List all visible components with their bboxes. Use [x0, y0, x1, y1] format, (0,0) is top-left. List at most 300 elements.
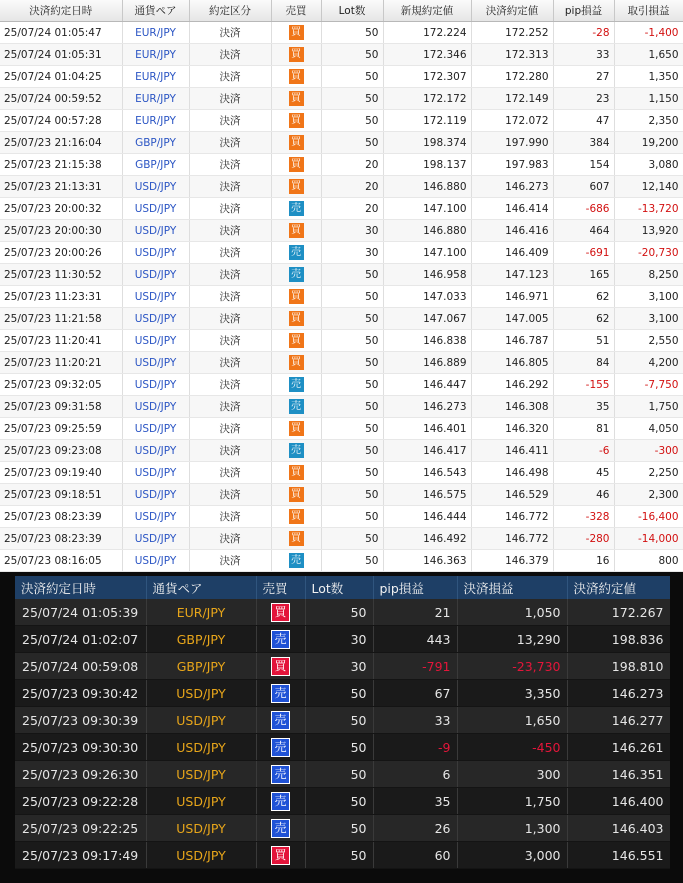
sell-badge: 売 — [271, 684, 290, 703]
lot-count: 50 — [321, 286, 383, 308]
execution-type: 決済 — [189, 484, 271, 506]
side-cell — [271, 308, 321, 330]
settled-trades-table-dark — [15, 576, 671, 869]
table-row[interactable] — [0, 484, 683, 506]
table-row[interactable] — [0, 220, 683, 242]
pip-pnl: 165 — [553, 264, 614, 286]
side-cell — [271, 440, 321, 462]
open-rate: 146.401 — [383, 418, 471, 440]
side-cell — [271, 22, 321, 44]
buy-badge: 買 — [289, 69, 304, 84]
column-header-pair[interactable]: 通貨ペア — [122, 0, 189, 22]
execution-type: 決済 — [189, 220, 271, 242]
column-header-pnl[interactable]: 取引損益 — [614, 0, 683, 22]
trade-datetime: 25/07/23 21:16:04 — [0, 132, 122, 154]
close-rate: 147.123 — [471, 264, 553, 286]
currency-pair: USD/JPY — [122, 176, 189, 198]
lot-count: 50 — [321, 462, 383, 484]
open-rate: 172.119 — [383, 110, 471, 132]
close-rate: 146.772 — [471, 528, 553, 550]
table-row[interactable] — [0, 88, 683, 110]
side-cell — [256, 842, 305, 869]
trade-datetime: 25/07/23 09:30:30 — [15, 734, 146, 761]
currency-pair: USD/JPY — [122, 396, 189, 418]
sell-badge: 売 — [271, 792, 290, 811]
buy-badge: 買 — [271, 657, 290, 676]
lot-count: 50 — [321, 528, 383, 550]
close-rate: 147.005 — [471, 308, 553, 330]
close-rate: 198.810 — [567, 653, 670, 680]
pip-pnl: -691 — [553, 242, 614, 264]
settlement-pnl: 1,050 — [457, 599, 567, 626]
pip-pnl: 62 — [553, 286, 614, 308]
trade-datetime: 25/07/24 01:04:25 — [0, 66, 122, 88]
currency-pair: USD/JPY — [122, 352, 189, 374]
currency-pair: EUR/JPY — [146, 599, 256, 626]
side-cell — [271, 506, 321, 528]
close-rate: 146.551 — [567, 842, 670, 869]
currency-pair: USD/JPY — [146, 707, 256, 734]
table-row[interactable] — [0, 506, 683, 528]
close-rate: 146.308 — [471, 396, 553, 418]
close-rate: 146.351 — [567, 761, 670, 788]
execution-type: 決済 — [189, 286, 271, 308]
settled-trades-panel-dark — [0, 572, 683, 883]
buy-badge: 買 — [289, 289, 304, 304]
open-rate: 146.417 — [383, 440, 471, 462]
currency-pair: USD/JPY — [122, 220, 189, 242]
trade-datetime: 25/07/23 09:22:25 — [15, 815, 146, 842]
lot-count: 50 — [321, 418, 383, 440]
table-row[interactable] — [0, 418, 683, 440]
execution-type: 決済 — [189, 242, 271, 264]
settlement-pnl: 1,300 — [457, 815, 567, 842]
buy-badge: 買 — [289, 25, 304, 40]
table-row[interactable] — [0, 66, 683, 88]
sell-badge: 売 — [271, 819, 290, 838]
lot-count: 50 — [305, 788, 373, 815]
side-cell — [271, 66, 321, 88]
close-rate: 146.498 — [471, 462, 553, 484]
trade-pnl: 12,140 — [614, 176, 683, 198]
close-rate: 172.149 — [471, 88, 553, 110]
pip-pnl: 23 — [553, 88, 614, 110]
lot-count: 50 — [321, 110, 383, 132]
settlement-pnl: 1,650 — [457, 707, 567, 734]
pip-pnl: 45 — [553, 462, 614, 484]
column-header-lots[interactable]: Lot数 — [321, 0, 383, 22]
pip-pnl: 6 — [373, 761, 457, 788]
table-header-row — [15, 576, 670, 599]
lot-count: 50 — [305, 815, 373, 842]
trade-datetime: 25/07/23 11:20:41 — [0, 330, 122, 352]
close-rate: 146.971 — [471, 286, 553, 308]
lot-count: 50 — [321, 132, 383, 154]
trade-pnl: 19,200 — [614, 132, 683, 154]
side-cell — [271, 44, 321, 66]
sell-badge: 売 — [289, 443, 304, 458]
pip-pnl: 607 — [553, 176, 614, 198]
trade-datetime: 25/07/23 09:26:30 — [15, 761, 146, 788]
trade-pnl: 2,300 — [614, 484, 683, 506]
buy-badge: 買 — [289, 223, 304, 238]
currency-pair: USD/JPY — [122, 550, 189, 572]
column-header-pnl[interactable]: 決済損益 — [457, 576, 567, 599]
side-cell — [271, 528, 321, 550]
pip-pnl: 443 — [373, 626, 457, 653]
side-cell — [271, 396, 321, 418]
close-rate: 146.416 — [471, 220, 553, 242]
lot-count: 20 — [321, 154, 383, 176]
close-rate: 146.273 — [567, 680, 670, 707]
trade-pnl: 3,100 — [614, 308, 683, 330]
trade-pnl: -14,000 — [614, 528, 683, 550]
open-rate: 146.273 — [383, 396, 471, 418]
execution-type: 決済 — [189, 330, 271, 352]
table-row[interactable] — [0, 396, 683, 418]
currency-pair: USD/JPY — [146, 788, 256, 815]
trade-datetime: 25/07/23 09:30:42 — [15, 680, 146, 707]
pip-pnl: -155 — [553, 374, 614, 396]
open-rate: 146.889 — [383, 352, 471, 374]
open-rate: 146.363 — [383, 550, 471, 572]
trade-pnl: 1,650 — [614, 44, 683, 66]
table-row[interactable] — [0, 528, 683, 550]
currency-pair: USD/JPY — [122, 286, 189, 308]
close-rate: 172.280 — [471, 66, 553, 88]
trade-datetime: 25/07/23 08:16:05 — [0, 550, 122, 572]
trade-pnl: -13,720 — [614, 198, 683, 220]
lot-count: 50 — [305, 599, 373, 626]
pip-pnl: -686 — [553, 198, 614, 220]
close-rate: 172.313 — [471, 44, 553, 66]
trade-datetime: 25/07/23 09:32:05 — [0, 374, 122, 396]
currency-pair: EUR/JPY — [122, 88, 189, 110]
execution-type: 決済 — [189, 132, 271, 154]
currency-pair: EUR/JPY — [122, 66, 189, 88]
currency-pair: USD/JPY — [122, 198, 189, 220]
trade-datetime: 25/07/23 11:21:58 — [0, 308, 122, 330]
trade-datetime: 25/07/23 08:23:39 — [0, 528, 122, 550]
column-header-pips[interactable]: pip損益 — [373, 576, 457, 599]
table-row[interactable] — [0, 308, 683, 330]
lot-count: 50 — [321, 484, 383, 506]
trade-pnl: 1,150 — [614, 88, 683, 110]
scrollbar[interactable] — [670, 572, 683, 883]
table-row[interactable] — [15, 680, 670, 707]
buy-badge: 買 — [289, 355, 304, 370]
settlement-pnl: 300 — [457, 761, 567, 788]
currency-pair: EUR/JPY — [122, 22, 189, 44]
pip-pnl: 46 — [553, 484, 614, 506]
column-header-close-rate[interactable]: 決済約定値 — [471, 0, 553, 22]
currency-pair: USD/JPY — [122, 528, 189, 550]
table-row[interactable] — [15, 626, 670, 653]
open-rate: 146.958 — [383, 264, 471, 286]
trade-pnl: 1,350 — [614, 66, 683, 88]
trade-datetime: 25/07/24 01:05:39 — [15, 599, 146, 626]
pip-pnl: 81 — [553, 418, 614, 440]
pip-pnl: 384 — [553, 132, 614, 154]
trade-datetime: 25/07/24 00:59:52 — [0, 88, 122, 110]
currency-pair: USD/JPY — [122, 506, 189, 528]
settlement-pnl: 3,000 — [457, 842, 567, 869]
pip-pnl: 67 — [373, 680, 457, 707]
table-row[interactable] — [0, 286, 683, 308]
table-row[interactable] — [0, 154, 683, 176]
trade-pnl: 4,050 — [614, 418, 683, 440]
lot-count: 50 — [321, 506, 383, 528]
sell-badge: 売 — [289, 267, 304, 282]
side-cell — [256, 707, 305, 734]
trade-pnl: 2,350 — [614, 110, 683, 132]
trade-pnl: 4,200 — [614, 352, 683, 374]
pip-pnl: 47 — [553, 110, 614, 132]
pip-pnl: -328 — [553, 506, 614, 528]
lot-count: 30 — [305, 626, 373, 653]
trade-datetime: 25/07/23 11:30:52 — [0, 264, 122, 286]
trade-datetime: 25/07/23 21:15:38 — [0, 154, 122, 176]
trade-pnl: -16,400 — [614, 506, 683, 528]
close-rate: 172.267 — [567, 599, 670, 626]
side-cell — [271, 286, 321, 308]
side-cell — [256, 761, 305, 788]
trade-datetime: 25/07/23 09:18:51 — [0, 484, 122, 506]
table-row[interactable] — [15, 599, 670, 626]
lot-count: 50 — [321, 374, 383, 396]
currency-pair: USD/JPY — [146, 761, 256, 788]
sell-badge: 売 — [289, 377, 304, 392]
trade-datetime: 25/07/23 09:22:28 — [15, 788, 146, 815]
table-row[interactable] — [0, 110, 683, 132]
lot-count: 50 — [321, 22, 383, 44]
table-row[interactable] — [15, 653, 670, 680]
side-cell — [256, 734, 305, 761]
lot-count: 50 — [305, 842, 373, 869]
table-row[interactable] — [0, 374, 683, 396]
table-row[interactable] — [0, 550, 683, 572]
currency-pair: GBP/JPY — [146, 626, 256, 653]
currency-pair: USD/JPY — [122, 308, 189, 330]
execution-type: 決済 — [189, 396, 271, 418]
trade-datetime: 25/07/23 11:20:21 — [0, 352, 122, 374]
close-rate: 146.409 — [471, 242, 553, 264]
side-cell — [271, 154, 321, 176]
pip-pnl: -9 — [373, 734, 457, 761]
trade-pnl: -20,730 — [614, 242, 683, 264]
lot-count: 50 — [321, 440, 383, 462]
lot-count: 50 — [321, 352, 383, 374]
trade-pnl: 3,100 — [614, 286, 683, 308]
execution-type: 決済 — [189, 440, 271, 462]
lot-count: 50 — [321, 550, 383, 572]
buy-badge: 買 — [289, 421, 304, 436]
side-cell — [271, 462, 321, 484]
close-rate: 146.414 — [471, 198, 553, 220]
close-rate: 146.379 — [471, 550, 553, 572]
column-header-pair[interactable]: 通貨ペア — [146, 576, 256, 599]
trade-pnl: -300 — [614, 440, 683, 462]
table-row[interactable] — [0, 440, 683, 462]
pip-pnl: 60 — [373, 842, 457, 869]
buy-badge: 買 — [289, 135, 304, 150]
pip-pnl: 16 — [553, 550, 614, 572]
side-cell — [256, 788, 305, 815]
trade-datetime: 25/07/23 09:23:08 — [0, 440, 122, 462]
open-rate: 146.575 — [383, 484, 471, 506]
currency-pair: EUR/JPY — [122, 110, 189, 132]
close-rate: 146.273 — [471, 176, 553, 198]
lot-count: 30 — [305, 653, 373, 680]
close-rate: 198.836 — [567, 626, 670, 653]
table-row[interactable] — [0, 462, 683, 484]
settlement-pnl: 13,290 — [457, 626, 567, 653]
side-cell — [271, 110, 321, 132]
trade-pnl: -1,400 — [614, 22, 683, 44]
table-row[interactable] — [15, 815, 670, 842]
open-rate: 146.880 — [383, 220, 471, 242]
pip-pnl: -6 — [553, 440, 614, 462]
close-rate: 146.277 — [567, 707, 670, 734]
execution-type: 決済 — [189, 506, 271, 528]
table-row[interactable] — [0, 44, 683, 66]
execution-type: 決済 — [189, 66, 271, 88]
column-header-lots[interactable]: Lot数 — [305, 576, 373, 599]
close-rate: 146.787 — [471, 330, 553, 352]
pip-pnl: 51 — [553, 330, 614, 352]
open-rate: 172.224 — [383, 22, 471, 44]
side-cell — [271, 88, 321, 110]
column-header-pips[interactable]: pip損益 — [553, 0, 614, 22]
column-header-close-rate[interactable]: 決済約定値 — [567, 576, 670, 599]
pip-pnl: 62 — [553, 308, 614, 330]
table-row[interactable] — [0, 352, 683, 374]
lot-count: 50 — [321, 330, 383, 352]
lot-count: 20 — [321, 176, 383, 198]
side-cell — [271, 176, 321, 198]
sell-badge: 売 — [271, 765, 290, 784]
side-cell — [271, 330, 321, 352]
side-cell — [271, 198, 321, 220]
pip-pnl: 35 — [373, 788, 457, 815]
lot-count: 50 — [321, 264, 383, 286]
currency-pair: USD/JPY — [122, 462, 189, 484]
sell-badge: 売 — [289, 201, 304, 216]
open-rate: 146.444 — [383, 506, 471, 528]
pip-pnl: 464 — [553, 220, 614, 242]
trade-datetime: 25/07/24 00:59:08 — [15, 653, 146, 680]
execution-type: 決済 — [189, 462, 271, 484]
table-row[interactable] — [0, 22, 683, 44]
close-rate: 146.261 — [567, 734, 670, 761]
table-row[interactable] — [15, 761, 670, 788]
table-header-row — [0, 0, 683, 22]
execution-type: 決済 — [189, 418, 271, 440]
execution-type: 決済 — [189, 528, 271, 550]
sell-badge: 売 — [289, 553, 304, 568]
currency-pair: USD/JPY — [122, 242, 189, 264]
side-cell — [256, 599, 305, 626]
close-rate: 172.252 — [471, 22, 553, 44]
execution-type: 決済 — [189, 110, 271, 132]
execution-type: 決済 — [189, 264, 271, 286]
side-cell — [271, 550, 321, 572]
table-row[interactable] — [15, 707, 670, 734]
settlement-pnl: -450 — [457, 734, 567, 761]
trade-pnl: 3,080 — [614, 154, 683, 176]
column-header-kind[interactable]: 約定区分 — [189, 0, 271, 22]
close-rate: 146.320 — [471, 418, 553, 440]
sell-badge: 売 — [271, 738, 290, 757]
table-row[interactable] — [0, 198, 683, 220]
lot-count: 30 — [321, 242, 383, 264]
trade-pnl: 8,250 — [614, 264, 683, 286]
side-cell — [256, 626, 305, 653]
table-row[interactable] — [0, 132, 683, 154]
pip-pnl: 84 — [553, 352, 614, 374]
table-row[interactable] — [15, 842, 670, 869]
pip-pnl: 26 — [373, 815, 457, 842]
close-rate: 146.772 — [471, 506, 553, 528]
pip-pnl: -28 — [553, 22, 614, 44]
currency-pair: USD/JPY — [146, 680, 256, 707]
trade-datetime: 25/07/23 20:00:32 — [0, 198, 122, 220]
buy-badge: 買 — [289, 333, 304, 348]
lot-count: 50 — [321, 396, 383, 418]
table-row[interactable] — [0, 264, 683, 286]
pip-pnl: 27 — [553, 66, 614, 88]
trade-datetime: 25/07/23 08:23:39 — [0, 506, 122, 528]
side-cell — [271, 352, 321, 374]
column-header-open-rate[interactable]: 新規約定値 — [383, 0, 471, 22]
side-cell — [256, 680, 305, 707]
trade-datetime: 25/07/23 21:13:31 — [0, 176, 122, 198]
close-rate: 146.529 — [471, 484, 553, 506]
currency-pair: USD/JPY — [122, 440, 189, 462]
execution-type: 決済 — [189, 44, 271, 66]
open-rate: 172.172 — [383, 88, 471, 110]
lot-count: 50 — [305, 680, 373, 707]
trade-datetime: 25/07/23 09:30:39 — [15, 707, 146, 734]
pip-pnl: 21 — [373, 599, 457, 626]
buy-badge: 買 — [289, 113, 304, 128]
currency-pair: USD/JPY — [122, 374, 189, 396]
execution-type: 決済 — [189, 374, 271, 396]
close-rate: 197.983 — [471, 154, 553, 176]
column-header-side[interactable]: 売買 — [271, 0, 321, 22]
currency-pair: USD/JPY — [146, 815, 256, 842]
table-row[interactable] — [0, 242, 683, 264]
execution-type: 決済 — [189, 88, 271, 110]
table-row[interactable] — [15, 788, 670, 815]
settlement-pnl: 3,350 — [457, 680, 567, 707]
settlement-pnl: -23,730 — [457, 653, 567, 680]
trade-datetime: 25/07/23 09:31:58 — [0, 396, 122, 418]
column-header-datetime[interactable]: 決済約定日時 — [0, 0, 122, 22]
column-header-side[interactable]: 売買 — [256, 576, 305, 599]
buy-badge: 買 — [289, 157, 304, 172]
column-header-datetime[interactable]: 決済約定日時 — [15, 576, 146, 599]
table-row[interactable] — [0, 176, 683, 198]
close-rate: 197.990 — [471, 132, 553, 154]
open-rate: 147.067 — [383, 308, 471, 330]
table-row[interactable] — [15, 734, 670, 761]
sell-badge: 売 — [271, 711, 290, 730]
pip-pnl: 33 — [373, 707, 457, 734]
currency-pair: USD/JPY — [146, 842, 256, 869]
lot-count: 20 — [321, 198, 383, 220]
table-row[interactable] — [0, 330, 683, 352]
